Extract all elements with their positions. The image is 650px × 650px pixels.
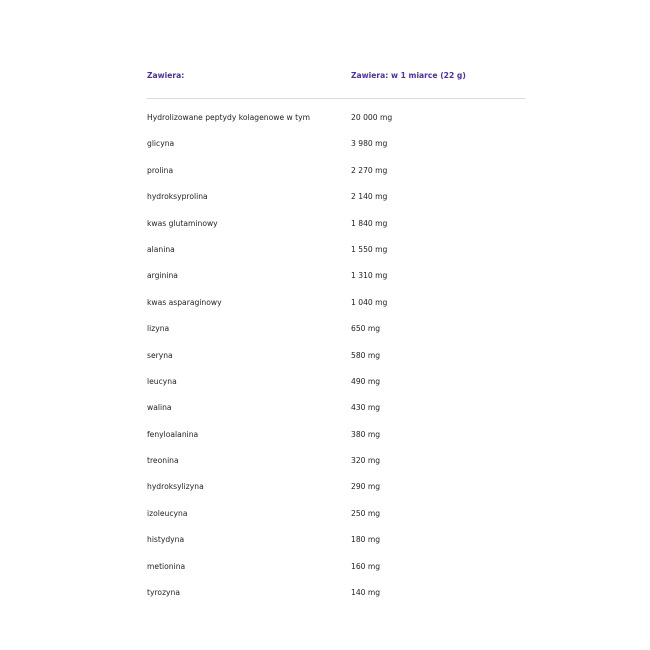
ingredient-name: izoleucyna [147,508,188,518]
table-header [147,68,525,88]
ingredient-name: walina [147,403,172,413]
ingredient-amount: 2 270 mg [351,165,388,175]
table-row [147,532,525,558]
ingredient-amount: 3 980 mg [351,139,388,149]
table-row [147,136,525,162]
ingredient-amount: 380 mg [351,429,381,439]
ingredient-amount: 580 mg [351,350,381,360]
ingredient-amount: 290 mg [351,482,381,492]
table-row [147,189,525,215]
ingredient-amount: 250 mg [351,508,381,518]
ingredient-name: leucyna [147,376,177,386]
table-row [147,295,525,321]
ingredient-amount: 430 mg [351,403,381,413]
ingredient-name: tyrozyna [147,588,181,598]
table-row [147,479,525,505]
ingredient-amount: 1 040 mg [351,297,388,307]
header-amount-label: Zawiera: w 1 miarce (22 g) [351,71,466,80]
table-row [147,427,525,453]
ingredient-amount: 20 000 mg [351,113,393,122]
table-row [147,163,525,189]
ingredient-name: glicyna [147,139,175,149]
ingredient-amount: 490 mg [351,376,381,386]
ingredient-amount: 1 840 mg [351,218,388,228]
ingredient-name: hydroksylizyna [147,482,204,492]
ingredient-name: fenyloalanina [147,429,199,439]
table-row [147,216,525,242]
ingredient-amount: 320 mg [351,456,381,466]
table-row [147,374,525,400]
table-row [147,453,525,479]
ingredient-name: seryna [147,350,173,360]
ingredient-name: treonina [147,456,179,466]
table-row [147,242,525,268]
table-row [147,110,525,136]
table-row [147,559,525,585]
header-divider [147,98,525,99]
table-row [147,585,525,611]
ingredient-name: arginina [147,271,178,281]
ingredient-amount: 160 mg [351,561,381,571]
table-row [147,268,525,294]
table-row [147,348,525,374]
ingredient-name: kwas asparaginowy [147,297,222,307]
table-row [147,506,525,532]
ingredient-name: lizyna [147,324,170,334]
ingredient-name: kwas glutaminowy [147,218,218,228]
ingredient-amount: 1 310 mg [351,271,388,281]
ingredient-amount: 140 mg [351,588,381,598]
ingredient-name: alanina [147,244,175,254]
header-ingredient-label: Zawiera: [147,71,185,80]
ingredient-name: metionina [147,561,186,571]
table-row [147,321,525,347]
ingredients-table [147,68,525,598]
ingredient-amount: 2 140 mg [351,192,388,202]
table-body [147,110,525,611]
table-row [147,400,525,426]
ingredient-name: histydyna [147,535,185,545]
ingredient-amount: 180 mg [351,535,381,545]
ingredient-amount: 650 mg [351,324,381,334]
ingredient-name: Hydrolizowane peptydy kolagenowe w tym [147,113,311,122]
ingredient-name: hydroksyprolina [147,192,208,202]
ingredient-amount: 1 550 mg [351,244,388,254]
ingredient-name: prolina [147,165,174,175]
